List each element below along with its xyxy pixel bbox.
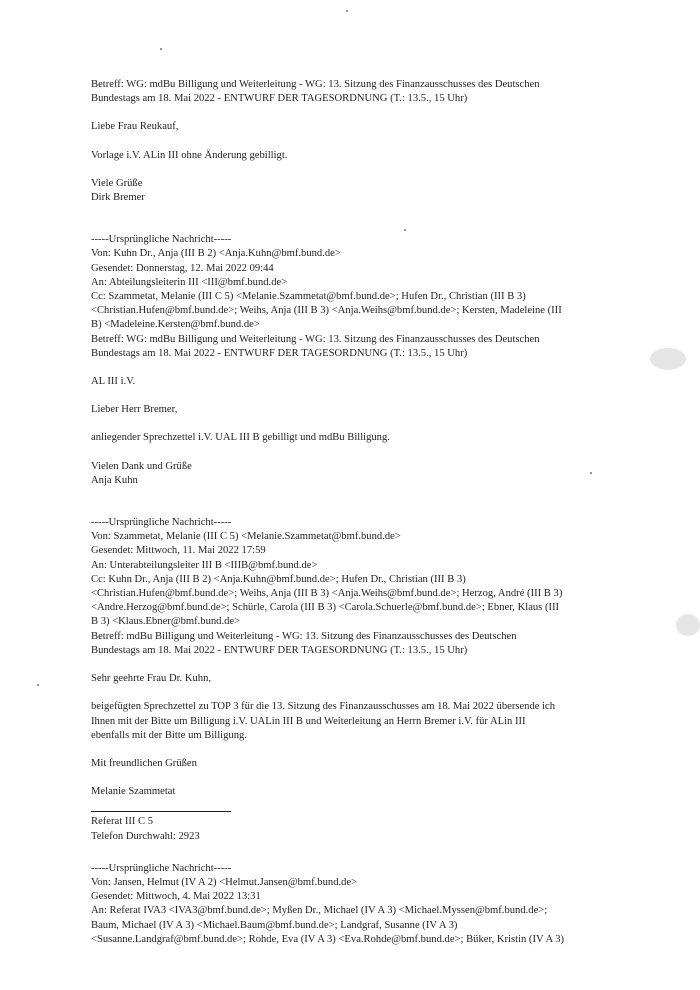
header-from: Von: Kuhn Dr., Anja (III B 2) <Anja.Kuhn@bmf.bund.de> — [91, 248, 341, 260]
signature-department: Referat III C 5 — [91, 816, 154, 828]
header-subject: Bundestags am 18. Mai 2022 - ENTWURF DER TAGESORDNUNG (T.: 13.5., 15 Uhr) — [91, 347, 468, 359]
subject-line: Betreff: WG: mdBu Billigung und Weiterleitung - WG: 13. Sitzung des Finanzausschusses des Deutschen — [91, 79, 540, 90]
email-thread — [91, 78, 691, 947]
header-to: Baum, Michael (IV A 3) <Michael.Baum@bmf.bund.de>; Landgraf, Susanne (IV A 3) — [91, 919, 458, 931]
header-to: An: Unterabteilungsleiter III B <IIIB@bmf.bund.de> — [91, 559, 318, 571]
signature: Melanie Szammetat — [91, 786, 176, 798]
email-1 — [91, 78, 691, 205]
salutation: Sehr geehrte Frau Dr. Kuhn, — [91, 673, 212, 685]
header-sent: Gesendet: Mittwoch, 4. Mai 2022 13:31 — [91, 891, 261, 903]
header-cc: Cc: Szammetat, Melanie (III C 5) <Melanie.Szammetat@bmf.bund.de>; Hufen Dr., Christian (III B 3) — [91, 291, 526, 303]
prefix: AL III i.V. — [91, 376, 136, 388]
header-cc: B) <Madeleine.Kersten@bmf.bund.de> — [91, 319, 260, 331]
closing: Viele Grüße — [91, 177, 143, 189]
signature: Anja Kuhn — [91, 474, 138, 486]
email-2 — [91, 233, 691, 488]
header-to: <Susanne.Landgraf@bmf.bund.de>; Rohde, Eva (IV A 3) <Eva.Rohde@bmf.bund.de>; Büker, Kristin (IV A 3) — [91, 933, 565, 945]
email-4 — [91, 862, 691, 947]
header-sent: Gesendet: Mittwoch, 11. Mai 2022 17:59 — [91, 545, 266, 557]
signature-phone: Telefon Durchwahl: 2923 — [91, 830, 200, 842]
header-cc: <Andre.Herzog@bmf.bund.de>; Schürle, Carola (III B 3) <Carola.Schuerle@bmf.bund.de>; Ebner, Klaus (III — [91, 602, 560, 614]
body-text: Ihnen mit der Bitte um Billigung i.V. UALin III B und Weiterleitung an Herrn Bremer i.V. für ALin III — [91, 715, 526, 727]
header-subject: Betreff: WG: mdBu Billigung und Weiterleitung - WG: 13. Sitzung des Finanzausschusses des Deutschen — [91, 333, 540, 345]
header-to: An: Abteilungsleiterin III <III@bmf.bund.de> — [91, 276, 288, 288]
original-message-marker: -----Ursprüngliche Nachricht----- — [91, 862, 232, 874]
header-cc: <Christian.Hufen@bmf.bund.de>; Weihs, Anja (III B 3) <Anja.Weihs@bmf.bund.de>; Herzog, André (III B 3) — [91, 588, 563, 600]
header-cc: Cc: Kuhn Dr., Anja (III B 2) <Anja.Kuhn@bmf.bund.de>; Hufen Dr., Christian (III B 3) — [91, 573, 466, 585]
header-cc: <Christian.Hufen@bmf.bund.de>; Weihs, Anja (III B 3) <Anja.Weihs@bmf.bund.de>; Kersten, Madeleine (III — [91, 305, 562, 317]
signature: Dirk Bremer — [91, 192, 145, 204]
body-text: Vorlage i.V. ALin III ohne Änderung gebilligt. — [91, 149, 288, 161]
header-sent: Gesendet: Donnerstag, 12. Mai 2022 09:44 — [91, 262, 274, 274]
salutation: Lieber Herr Bremer, — [91, 404, 178, 416]
body-text: beigefügten Sprechzettel zu TOP 3 für die 13. Sitzung des Finanzausschusses am 18. Mai 2022 übersende ich — [91, 701, 556, 713]
header-from: Von: Szammetat, Melanie (III C 5) <Melanie.Szammetat@bmf.bund.de> — [91, 531, 401, 543]
header-to: An: Referat IVA3 <IVA3@bmf.bund.de>; Myßen Dr., Michael (IV A 3) <Michael.Myssen@bmf.bund.de>; — [91, 905, 548, 917]
header-from: Von: Jansen, Helmut (IV A 2) <Helmut.Jansen@bmf.bund.de> — [91, 876, 358, 888]
subject-line: Bundestags am 18. Mai 2022 - ENTWURF DER TAGESORDNUNG (T.: 13.5., 15 Uhr) — [91, 93, 468, 105]
scan-speck — [37, 684, 39, 686]
signature-separator — [91, 811, 231, 812]
header-cc: B 3) <Klaus.Ebner@bmf.bund.de> — [91, 616, 241, 628]
salutation: Liebe Frau Reukauf, — [91, 121, 179, 133]
body-text: anliegender Sprechzettel i.V. UAL III B gebilligt und mdBu Billigung. — [91, 432, 390, 444]
closing: Mit freundlichen Grüßen — [91, 757, 197, 769]
original-message-marker: -----Ursprüngliche Nachricht----- — [91, 517, 232, 529]
scan-speck — [160, 48, 162, 50]
closing: Vielen Dank und Grüße — [91, 460, 192, 472]
scan-speck — [346, 10, 348, 12]
body-text: ebenfalls mit der Bitte um Billigung. — [91, 729, 247, 741]
original-message-marker: -----Ursprüngliche Nachricht----- — [91, 234, 232, 246]
email-3 — [91, 516, 691, 844]
header-subject: Betreff: mdBu Billigung und Weiterleitung - WG: 13. Sitzung des Finanzausschusses des Deutschen — [91, 630, 517, 642]
header-subject: Bundestags am 18. Mai 2022 - ENTWURF DER TAGESORDNUNG (T.: 13.5., 15 Uhr) — [91, 644, 468, 656]
